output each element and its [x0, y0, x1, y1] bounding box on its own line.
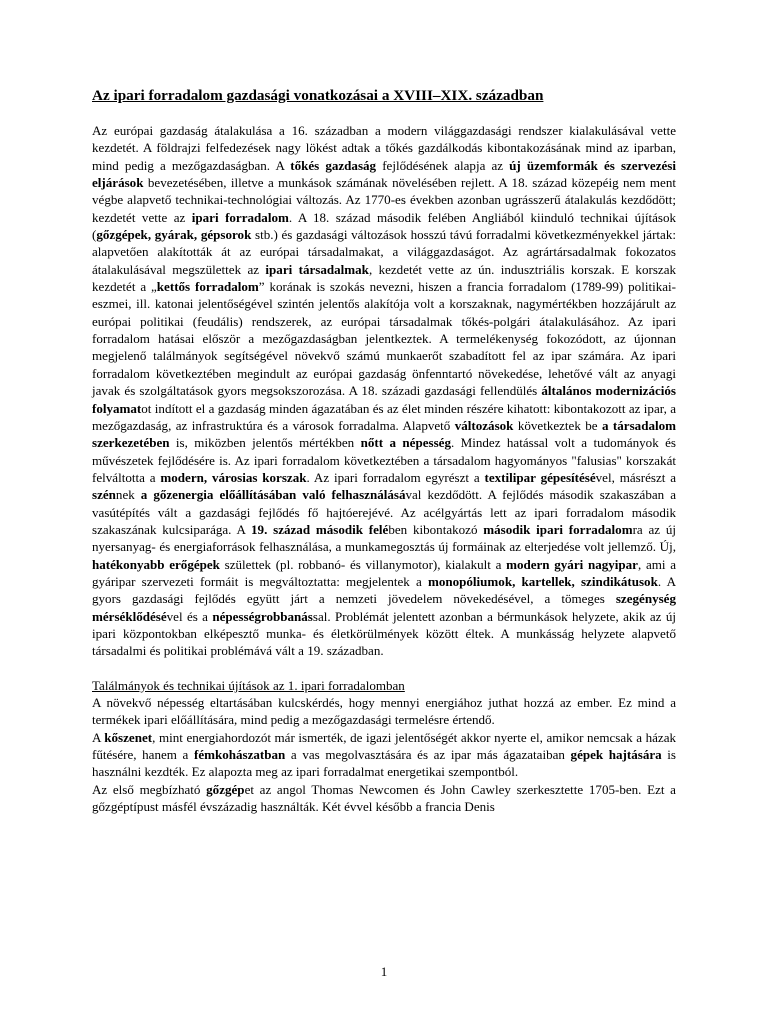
text-run: , kezdetét vette az ún. indusztriális korszak. E korszak kezdetét a „ — [92, 261, 677, 295]
bold-phrase: ipari forradalom — [191, 209, 289, 225]
bold-phrase: textilipar gépesítésé — [484, 469, 596, 485]
text-run: . Mindez hatással volt a tudományok és művészetek fejlődésére is. Az ipari forradalom következtében a társadalom hagyományos "falusias" korszakát felváltotta a — [92, 435, 676, 485]
text-run: Az európai gazdaság átalakulása a 16. században a modern világgazdasági rendszer kialakulásával vette kezdetét. A földrajzi felfedezések nagy lökést adtak a tőkés gazdálkodás kibontakozásának mind az iparban, mind pedig a mezőgazdaságban. A — [92, 123, 676, 173]
text-run: val kezdődött. A fejlődés második szakaszában a vasútépítés vált a gazdasági fejlődés fő hajtóerejévé. Az acélgyártás lett az ipari forradalom második szakaszának kulcsiparága. A — [92, 487, 676, 537]
text-run: a vas megolvasztására és az ipar más ágazataiban — [285, 747, 571, 763]
section-paragraph-2 — [92, 729, 676, 781]
bold-phrase: szegénység mérséklődésé — [92, 591, 676, 624]
text-run: vel, másrészt a — [595, 469, 677, 485]
page-number: 1 — [380, 964, 388, 979]
bold-phrase: modern gyári nagyipar — [506, 556, 638, 572]
text-run: ben kibontakozó — [388, 521, 484, 537]
text-run: , ami a gyáripar szervezeti formáit is megváltoztatta: megjelentek a — [92, 556, 676, 589]
bold-phrase: tőkés gazdaság — [290, 157, 377, 173]
text-run: bevezetésében, illetve a munkások számának növelésében rejlett. A 18. század közepéig nem ment végbe alapvető technikai-technológiai változás. Az 1770-es években azonban ugrásszerű átalakulás kezdődött; kezdetét vette az — [92, 175, 676, 225]
text-run: ” korának is szokás nevezni, hiszen a francia forradalom (1789-99) politikai-eszmei, ill. katonai jelentőségével szintén jelentős alakítója volt a korszaknak, nagymértékben hozzájárult az európai politikai (feudális) rendszerek, az európai társadalmak tőkés-polgári átalakulásához. Az ipari forradalom hatásai először a mezőgazdaságban jelentkeztek. A termelékenység fokozódott, az újonnan megjelenő találmányok segítségével növekvő számú munkaerőt szabadított fel az ipar számára. Az ipari forradalom következtében megindult az európai gazdaság önfenntartó növekedése, lehetővé vált az anyagi javak és szolgáltatások gyors megsokszorozása. A 18. századi gazdasági fellendülés — [92, 279, 676, 399]
text-run: . A gyors gazdasági fejlődés együtt járt a nemzeti jövedelem növekedésével, a tömeges — [92, 573, 676, 607]
text-run: vel és a — [166, 608, 213, 624]
bold-phrase: hatékonyabb erőgépek — [92, 556, 220, 572]
bold-phrase: ipari társadalmak — [265, 261, 369, 277]
bold-phrase: fémkohászatban — [193, 747, 286, 763]
text-run: sal. Problémát jelentett azonban a bérmunkások helyzete, akik az új ipari központokban elképesztő munka- és életkörülmények között éltek. A munkásság helyzete alapvető társadalmi és politikai problémává vált a 19. században. — [92, 608, 676, 659]
bold-phrase: szén — [92, 487, 116, 503]
text-run: A növekvő népesség eltartásában kulcskérdés, hogy mennyi energiához juthat hozzá az ember. Ez mind a termékek ipari előállítására, mind pedig a mezőgazdasági termelésre értendő. — [92, 695, 676, 728]
bold-phrase: modern, városias korszak — [160, 469, 307, 485]
text-run: . Az ipari forradalom egyrészt a — [306, 469, 485, 485]
text-run: . A 18. század második felében Angliából kiinduló technikai újítások ( — [92, 209, 676, 243]
text-run: születtek (pl. robbanó- és villanymotor), kialakult a — [219, 556, 507, 572]
text-run: stb.) és gazdasági változások hosszú távú forradalmi következményekkel jártak: alapvetően alakították át az európai társadalmakat, a világgazdaságot. Az agrártársadalmak fokozatos átalakulásával megszülettek az — [92, 227, 676, 277]
text-run: et az angol Thomas Newcomen és John Cawley szerkesztette 1705-ben. Ezt a gőzgéptípust másfél évszázadig használták. Két évvel később a francia Denis — [92, 781, 676, 815]
text-run: is, miközben jelentős mértékben — [169, 435, 361, 451]
section-paragraph-1 — [92, 694, 676, 729]
bold-phrase: nőtt a népesség — [360, 435, 451, 451]
bold-phrase: népességrobbanás — [212, 608, 313, 624]
text-run: fejlődésének alapja az — [376, 157, 510, 173]
text-run: ot indított el a gazdaság minden ágazatában és az élet minden részére kihatott: kibontakozott az ipar, a mezőgazdaság, az infrastruktúra és a városok forradalma. Alapvető — [92, 400, 676, 433]
bold-phrase: 19. század második felé — [251, 521, 389, 537]
intro-paragraph — [92, 122, 676, 660]
bold-phrase: változások — [454, 417, 514, 433]
document-title: Az ipari forradalom gazdasági vonatkozásai a XVIII–XIX. században — [92, 87, 544, 104]
text-run: A — [92, 729, 105, 745]
bold-phrase: monopóliumok, kartellek, szindikátusok — [427, 573, 658, 589]
text-run: is használni kezdték. Ez alapozta meg az ipari forradalmat energetikai szempontból. — [92, 747, 677, 780]
text-run: Az első megbízható — [92, 781, 207, 797]
bold-phrase: második ipari forradalom — [483, 521, 633, 537]
section-heading: Találmányok és technikai újítások az 1. ipari forradalomban — [92, 677, 405, 693]
bold-phrase: kőszenet — [104, 729, 153, 745]
section-paragraph-3 — [92, 781, 676, 816]
text-run: ra az új nyersanyag- és energiaforrások felhasználása, a munkamegosztás új formáinak az elterjedése volt jellemző. Új, — [92, 521, 677, 555]
bold-phrase: általános modernizációs folyamat — [92, 383, 676, 416]
bold-phrase: a gőzenergia előállításában való felhasználásá — [140, 487, 406, 503]
bold-phrase: a társadalom szerkezetében — [92, 417, 676, 451]
bold-phrase: gőzgépek, gyárak, gépsorok — [96, 227, 252, 243]
text-run: , mint energiahordozót már ismerték, de igazi jelentőségét akkor nyerte el, amikor nemcsak a házak fűtésére, hanem a — [92, 729, 677, 763]
document-page — [92, 86, 676, 815]
bold-phrase: új üzemformák és szervezési eljárások — [92, 157, 676, 191]
text-run: nek — [115, 487, 141, 503]
text-run: következtek be — [513, 417, 602, 433]
bold-phrase: gépek hajtására — [570, 747, 662, 763]
bold-phrase: kettős forradalom — [156, 279, 259, 295]
bold-phrase: gőzgép — [206, 781, 245, 797]
